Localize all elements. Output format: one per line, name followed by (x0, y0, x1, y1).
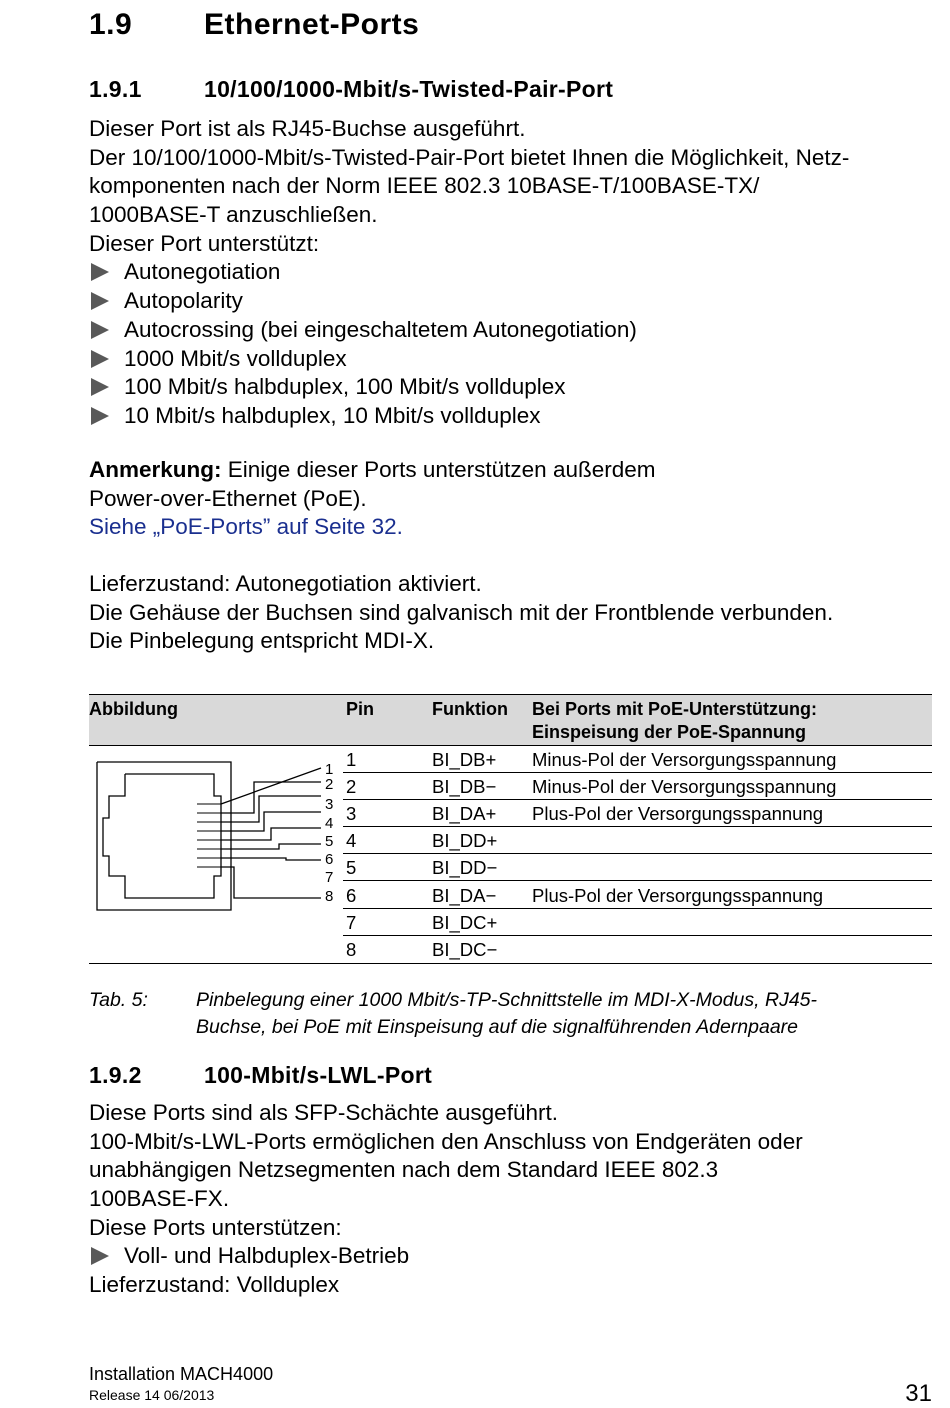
subsection-heading-2 (89, 1062, 432, 1089)
row-divider (343, 853, 932, 854)
paragraph-line: 100BASE-FX. (89, 1186, 230, 1212)
page-number: 31 (905, 1380, 932, 1407)
pin-label: 4 (325, 815, 334, 832)
paragraph-line: Der 10/100/1000-Mbit/s-Twisted-Pair-Port bietet Ihnen die Möglichkeit, Netz- (89, 144, 850, 170)
pin-label: 1 (325, 761, 334, 778)
row-divider (343, 826, 932, 827)
table-bottom-rule (89, 963, 932, 964)
paragraph-line: Lieferzustand: Autonegotiation aktiviert. (89, 571, 482, 596)
note-label: Anmerkung: (89, 457, 222, 482)
subsection-heading-1 (89, 76, 613, 103)
paragraph-line: komponenten nach der Norm IEEE 802.3 10BASE-T/100BASE-TX/ (89, 173, 760, 199)
triangle-bullet-icon (91, 407, 109, 425)
paragraph-line: unabhängigen Netzsegmenten nach dem Standard IEEE 802.3 (89, 1157, 719, 1183)
note-text: Einige dieser Ports unterstützen außerdem (221, 457, 656, 482)
subsection-title: 10/100/1000-Mbit/s-Twisted-Pair-Port (204, 76, 614, 102)
list-item: 10 Mbit/s halbduplex, 10 Mbit/s vollduplex (89, 402, 939, 431)
table-header-rule (89, 745, 932, 746)
paragraph-line: Dieser Port ist als RJ45-Buchse ausgeführt. (89, 116, 526, 141)
row-divider (343, 799, 932, 800)
note-line (89, 456, 939, 485)
footer-release: Release 14 06/2013 (89, 1387, 215, 1403)
section-heading (89, 8, 419, 42)
list-item: Autopolarity (89, 287, 939, 316)
row-divider (343, 880, 932, 881)
row-divider (343, 772, 932, 773)
table-caption: Pinbelegung einer 1000 Mbit/s-TP-Schnittstelle im MDI-X-Modus, RJ45- Buchse, bei PoE mit Einspeisung auf die signalführenden Adernpaare (196, 989, 818, 1038)
triangle-bullet-icon (91, 263, 109, 281)
triangle-bullet-icon (91, 321, 109, 339)
subsection-number: 1.9.2 (89, 1062, 142, 1088)
paragraph-line: Die Pinbelegung entspricht MDI-X. (89, 628, 435, 654)
note-block (89, 456, 939, 542)
triangle-bullet-icon (91, 292, 109, 310)
list-item: Voll- und Halbduplex-Betrieb (89, 1242, 939, 1271)
column-header-pin: Pin (346, 699, 375, 719)
pin-label: 8 (325, 888, 334, 905)
note-line-2: Power-over-Ethernet (PoE). (89, 485, 367, 511)
cross-reference-link[interactable]: Siehe „PoE-Ports” auf Seite 32. (89, 514, 403, 540)
paragraph-line: Die Gehäuse der Buchsen sind galvanisch mit der Frontblende verbunden. (89, 599, 834, 625)
subsection-number: 1.9.1 (89, 76, 142, 102)
paragraph-line: Diese Ports unterstützen: (89, 1214, 342, 1240)
paragraph-line: Lieferzustand: Vollduplex (89, 1272, 340, 1298)
list-item: Autocrossing (bei eingeschaltetem Autonegotiation) (89, 316, 939, 345)
table-top-rule (89, 694, 932, 695)
triangle-bullet-icon (91, 378, 109, 396)
row-divider (343, 935, 932, 936)
sub2-body (89, 1099, 939, 1300)
rj45-socket-icon (97, 762, 321, 910)
paragraph-line: 100-Mbit/s-LWL-Ports ermöglichen den Anschluss von Endgeräten oder (89, 1128, 803, 1154)
paragraph-line: Dieser Port unterstützt: (89, 230, 320, 256)
footer-title: Installation MACH4000 (89, 1364, 274, 1384)
triangle-bullet-icon (91, 1247, 109, 1265)
triangle-bullet-icon (91, 350, 109, 368)
row-divider (343, 908, 932, 909)
pin-number-labels (325, 761, 333, 905)
pin-label: 3 (325, 796, 334, 813)
list-item: 100 Mbit/s halbduplex, 100 Mbit/s vollduplex (89, 373, 939, 402)
column-header-function: Funktion (432, 699, 508, 719)
pin-label: 2 (325, 776, 334, 793)
pin-label: 7 (325, 869, 334, 886)
pin-label: 6 (325, 851, 334, 868)
sub1-body (89, 115, 939, 431)
paragraph-line: 1000BASE-T anzuschließen. (89, 202, 378, 228)
table-caption-label: Tab. 5: (89, 989, 148, 1011)
list-item: Autonegotiation (89, 258, 939, 287)
column-header-poe: Bei Ports mit PoE-Unterstützung: Einspeisung der PoE-Spannung (532, 699, 818, 742)
paragraph-line: Diese Ports sind als SFP-Schächte ausgeführt. (89, 1100, 558, 1125)
column-header-figure: Abbildung (89, 699, 178, 719)
rj45-socket-diagram (89, 748, 343, 960)
list-item: 1000 Mbit/s vollduplex (89, 345, 939, 374)
sub1-after (89, 570, 939, 656)
section-number: 1.9 (89, 8, 133, 41)
section-title: Ethernet-Ports (204, 8, 420, 41)
subsection-title: 100-Mbit/s-LWL-Port (204, 1062, 433, 1088)
pin-label: 5 (325, 833, 334, 850)
